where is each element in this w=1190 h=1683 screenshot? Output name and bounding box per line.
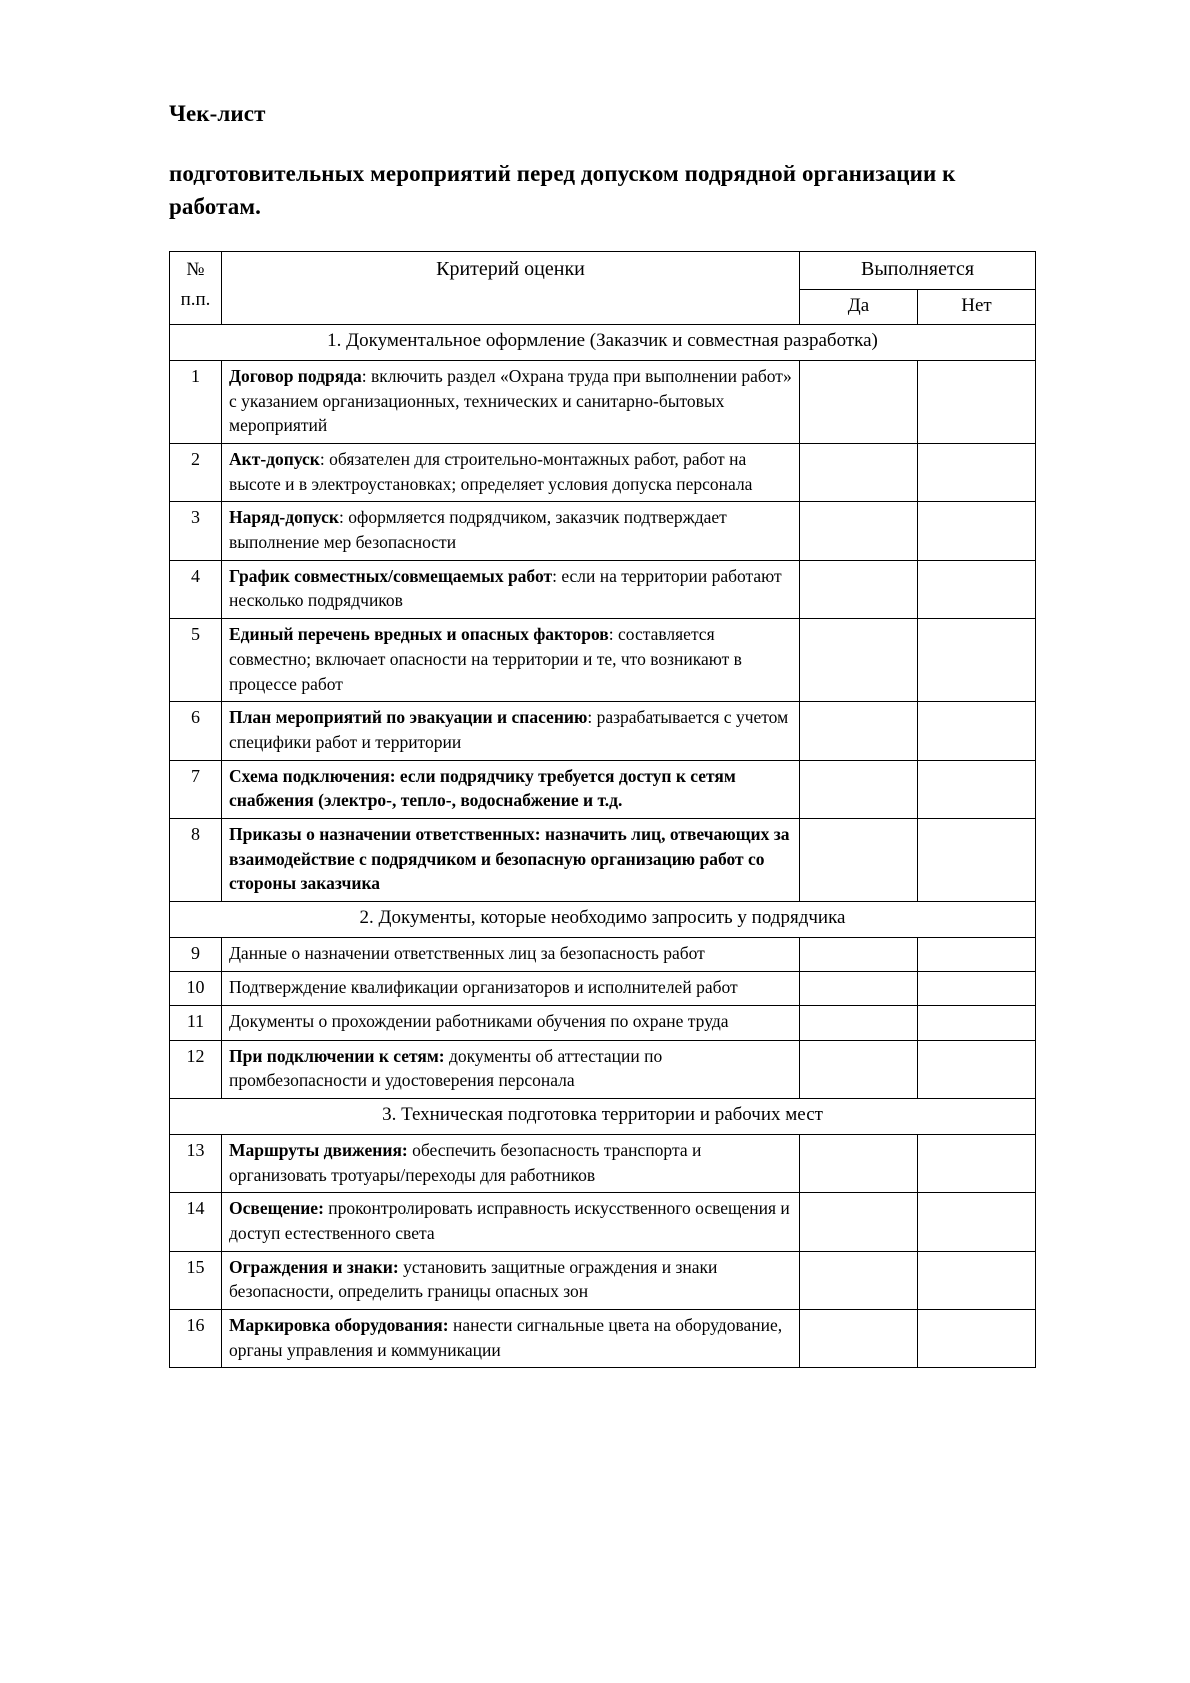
table-row	[170, 619, 1036, 702]
row-number: 6	[170, 702, 222, 760]
section-heading-row	[170, 325, 1036, 361]
criterion-lead: При подключении к сетям:	[229, 1045, 445, 1066]
table-row	[170, 702, 1036, 760]
table-row	[170, 1134, 1036, 1192]
page-title: Чек-лист	[169, 101, 266, 126]
table-row	[170, 502, 1036, 560]
criterion-cell: Договор подряда: включить раздел «Охрана труда при выполнении работ» с указанием организационных, технических и санитарно-бытовых мероприятий	[222, 361, 800, 444]
section-heading: 2. Документы, которые необходимо запросить у подрядчика	[170, 901, 1036, 937]
criterion-lead: Маркировка оборудования:	[229, 1314, 449, 1335]
table-row	[170, 1309, 1036, 1367]
criterion-cell	[222, 818, 800, 901]
checkbox-cell-no[interactable]	[918, 361, 1036, 444]
checkbox-cell-no[interactable]	[918, 619, 1036, 702]
checkbox-cell-no[interactable]	[918, 1134, 1036, 1192]
criterion-lead: Ограждения и знаки:	[229, 1256, 399, 1277]
checkbox-cell-yes[interactable]	[800, 818, 918, 901]
row-number: 15	[170, 1251, 222, 1309]
checkbox-cell-yes[interactable]	[800, 972, 918, 1006]
criterion-cell	[222, 1134, 800, 1192]
table-row	[170, 1006, 1036, 1040]
checkbox-cell-no[interactable]	[918, 1193, 1036, 1251]
checkbox-cell-no[interactable]	[918, 818, 1036, 901]
column-header-yes: Да	[800, 289, 918, 325]
criterion-lead: План мероприятий по эвакуации и спасению	[229, 707, 588, 728]
criterion-cell	[222, 1193, 800, 1251]
section-heading-row	[170, 1099, 1036, 1135]
criterion-cell	[222, 1006, 800, 1040]
criterion-text: Документы о прохождении работниками обучения по охране труда	[229, 1011, 729, 1032]
checkbox-cell-no[interactable]	[918, 1309, 1036, 1367]
criterion-text: обязателен для строительно-монтажных работ, работ на высоте и в электроустановках; определяет условия допуска персонала	[229, 449, 753, 494]
row-number: 12	[170, 1040, 222, 1098]
checkbox-cell-yes[interactable]	[800, 560, 918, 618]
checkbox-cell-yes[interactable]	[800, 1309, 918, 1367]
criterion-cell: Единый перечень вредных и опасных факторов: составляется совместно; включает опасности на территории и те, что возникают в процессе работ	[222, 619, 800, 702]
section-heading: 3. Техническая подготовка территории и рабочих мест	[170, 1099, 1036, 1135]
row-number: 8	[170, 818, 222, 901]
checkbox-cell-no[interactable]	[918, 1006, 1036, 1040]
criterion-text: включить раздел «Охрана труда при выполнении работ» с указанием организационных, технических и санитарно-бытовых мероприятий	[229, 366, 792, 436]
criterion-cell: Акт-допуск: обязателен для строительно-монтажных работ, работ на высоте и в электроустановках; определяет условия допуска персонала	[222, 444, 800, 502]
table-row	[170, 1040, 1036, 1098]
criterion-cell: Наряд-допуск: оформляется подрядчиком, заказчик подтверждает выполнение мер безопасности	[222, 502, 800, 560]
criterion-lead: Приказы о назначении ответственных: назначить лиц, отвечающих за взаимодействие с подрядчиком и безопасную организацию работ со стороны заказчика	[229, 823, 790, 894]
table-row	[170, 760, 1036, 818]
criterion-cell: План мероприятий по эвакуации и спасению: разрабатывается с учетом специфики работ и территории	[222, 702, 800, 760]
criterion-cell	[222, 760, 800, 818]
row-number: 13	[170, 1134, 222, 1192]
row-number: 4	[170, 560, 222, 618]
column-header-number-line1: №	[186, 259, 205, 281]
checkbox-cell-yes[interactable]	[800, 619, 918, 702]
column-header-number	[170, 252, 222, 325]
criterion-lead: Маршруты движения:	[229, 1139, 408, 1160]
checkbox-cell-no[interactable]	[918, 1040, 1036, 1098]
checkbox-cell-yes[interactable]	[800, 1134, 918, 1192]
checkbox-cell-yes[interactable]	[800, 760, 918, 818]
table-row	[170, 937, 1036, 971]
criterion-cell	[222, 1251, 800, 1309]
checkbox-cell-yes[interactable]	[800, 937, 918, 971]
criterion-text: Данные о назначении ответственных лиц за безопасность работ	[229, 942, 705, 963]
table-header	[170, 252, 1036, 325]
checkbox-cell-no[interactable]	[918, 502, 1036, 560]
table-row	[170, 1251, 1036, 1309]
table-row	[170, 972, 1036, 1006]
checkbox-cell-no[interactable]	[918, 444, 1036, 502]
criterion-text: оформляется подрядчиком, заказчик подтверждает выполнение мер безопасности	[229, 507, 727, 553]
table-header-row-1	[170, 252, 1036, 289]
row-number: 7	[170, 760, 222, 818]
checkbox-cell-yes[interactable]	[800, 361, 918, 444]
criterion-text: проконтролировать исправность искусственного освещения и доступ естественного света	[229, 1198, 790, 1243]
checkbox-cell-yes[interactable]	[800, 1251, 918, 1309]
checkbox-cell-no[interactable]	[918, 760, 1036, 818]
checkbox-cell-no[interactable]	[918, 560, 1036, 618]
criterion-text: Подтверждение квалификации организаторов и исполнителей работ	[229, 977, 738, 998]
row-number: 14	[170, 1193, 222, 1251]
column-header-done: Выполняется	[800, 252, 1036, 289]
criterion-cell	[222, 1040, 800, 1098]
criterion-lead: Договор подряда	[229, 366, 362, 387]
criterion-text: если на территории работают несколько подрядчиков	[229, 565, 782, 611]
row-number: 5	[170, 619, 222, 702]
column-header-no: Нет	[918, 289, 1036, 325]
checkbox-cell-no[interactable]	[918, 702, 1036, 760]
row-number: 1	[170, 361, 222, 444]
checkbox-cell-no[interactable]	[918, 937, 1036, 971]
criterion-lead: Единый перечень вредных и опасных факторов	[229, 624, 609, 645]
checkbox-cell-yes[interactable]	[800, 1040, 918, 1098]
table-row	[170, 560, 1036, 618]
column-header-number-line2: п.п.	[180, 288, 211, 310]
table-row	[170, 1193, 1036, 1251]
criterion-lead: Наряд-допуск	[229, 507, 339, 528]
table-row	[170, 818, 1036, 901]
checkbox-cell-yes[interactable]	[800, 502, 918, 560]
row-number: 11	[170, 1006, 222, 1040]
row-number: 3	[170, 502, 222, 560]
checkbox-cell-no[interactable]	[918, 1251, 1036, 1309]
criterion-text: обеспечить безопасность транспорта и организовать тротуары/переходы для работников	[229, 1139, 702, 1185]
page-subtitle: подготовительных мероприятий перед допуском подрядной организации к работам.	[169, 161, 956, 219]
checkbox-cell-yes[interactable]	[800, 1193, 918, 1251]
checkbox-cell-yes[interactable]	[800, 444, 918, 502]
row-number: 16	[170, 1309, 222, 1367]
table-row	[170, 444, 1036, 502]
criterion-text: нанести сигнальные цвета на оборудование, органы управления и коммуникации	[229, 1314, 783, 1360]
criterion-text: составляется совместно; включает опасности на территории и те, что возникают в процессе работ	[229, 624, 742, 694]
criterion-text: установить защитные ограждения и знаки безопасности, определить границы опасных зон	[229, 1256, 718, 1302]
criterion-text: документы об аттестации по промбезопасности и удостоверения персонала	[229, 1045, 663, 1091]
checkbox-cell-no[interactable]	[918, 972, 1036, 1006]
table-row	[170, 361, 1036, 444]
criterion-lead: Схема подключения: если подрядчику требуется доступ к сетям снабжения (электро-, тепло-, водоснабжение и т.д.	[229, 765, 736, 811]
criterion-lead: Акт-допуск	[229, 449, 320, 470]
criterion-cell	[222, 972, 800, 1006]
checklist-table	[169, 251, 1036, 1368]
row-number: 2	[170, 444, 222, 502]
criterion-lead: График совместных/совмещаемых работ	[229, 565, 553, 586]
checkbox-cell-yes[interactable]	[800, 1006, 918, 1040]
column-header-criterion: Критерий оценки	[222, 252, 800, 325]
section-heading-row	[170, 901, 1036, 937]
criterion-lead: Освещение:	[229, 1198, 324, 1219]
criterion-cell: График совместных/совмещаемых работ: если на территории работают несколько подрядчиков	[222, 560, 800, 618]
table-body	[170, 325, 1036, 1368]
criterion-text: разрабатывается с учетом специфики работ и территории	[229, 707, 789, 752]
criterion-cell	[222, 937, 800, 971]
checkbox-cell-yes[interactable]	[800, 702, 918, 760]
criterion-cell	[222, 1309, 800, 1367]
row-number: 9	[170, 937, 222, 971]
section-heading: 1. Документальное оформление (Заказчик и совместная разработка)	[170, 325, 1036, 361]
row-number: 10	[170, 972, 222, 1006]
